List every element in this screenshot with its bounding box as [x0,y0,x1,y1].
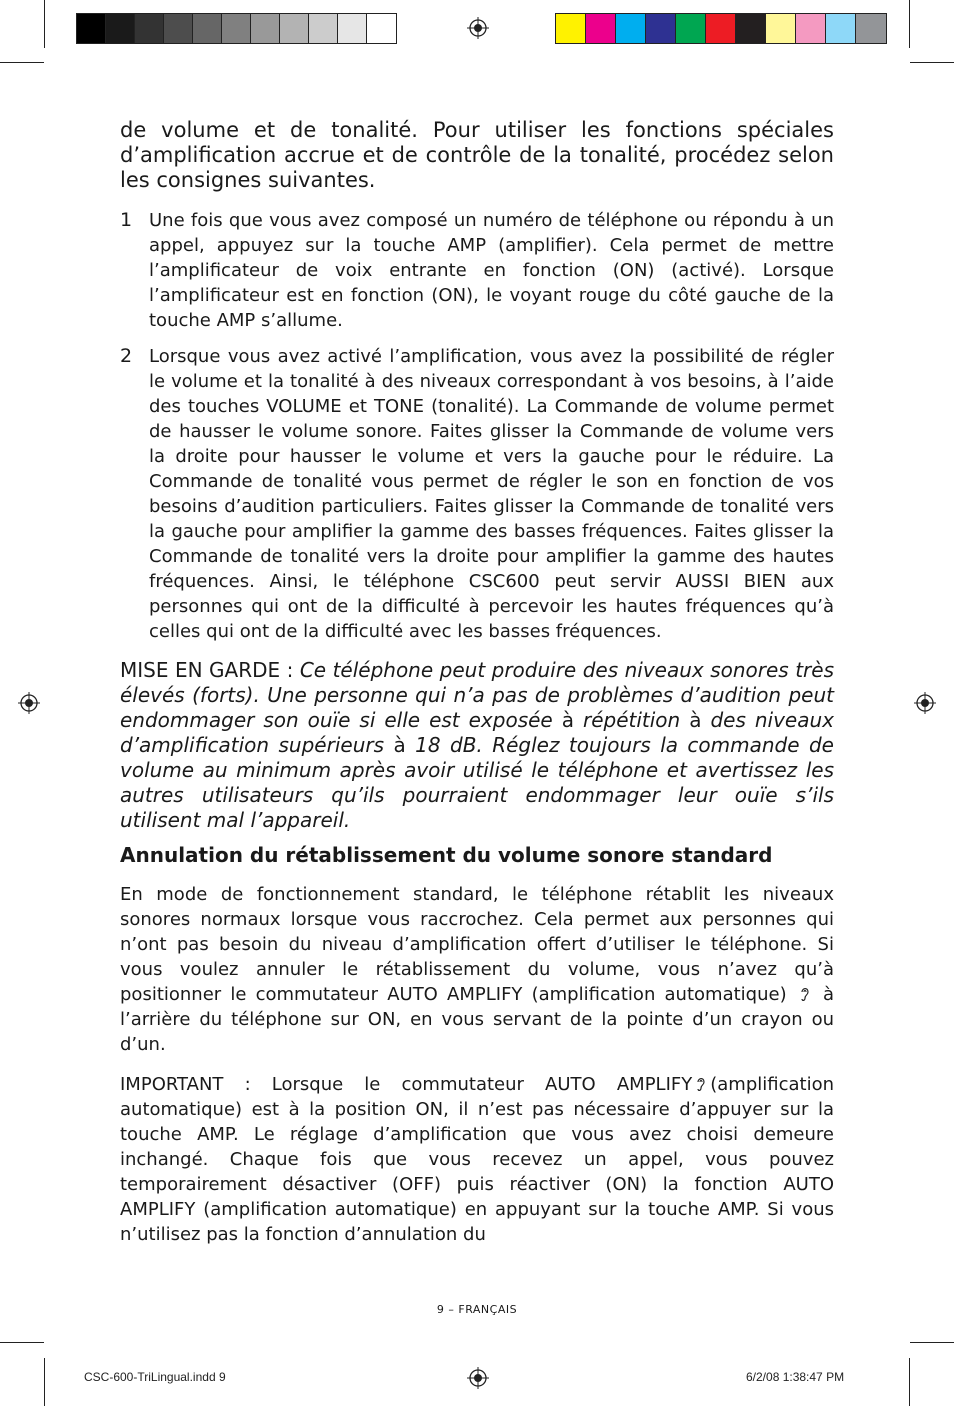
gray-swatch [164,14,193,43]
gray-swatch [338,14,367,43]
registration-mark-icon [467,1367,489,1389]
color-swatch [826,14,856,43]
paragraph-text: (amplification automatique) est à la position ON, il n’est pas nécessaire d’appuyer sur la touche AMP. Le réglage d’amplification que vous avez choisi demeure inchangé. Chaque fois que vous recevez un appel, vous pouvez temporairement désactiver (OFF) puis réactiver (ON) la fonction AUTO AMPLIFY (amplification automatique) en appuyant sur la touche AMP. Si vous n’utilisez pas la fonction d’annulation du [120,1074,834,1245]
caution-text: des niveaux d’amplification supérieurs [120,708,834,757]
gray-swatch [280,14,309,43]
crop-mark [44,0,45,48]
grayscale-color-bar [76,13,397,44]
registration-mark-icon [18,692,40,714]
gray-swatch [309,14,338,43]
gray-swatch [77,14,106,43]
color-swatch [736,14,766,43]
registration-mark-icon [467,17,489,39]
caution-text: à [689,708,702,732]
gray-swatch [106,14,135,43]
list-item [120,344,834,644]
crop-mark [910,1342,954,1343]
steps-list [120,208,834,644]
body-paragraph [120,1072,834,1247]
caution-text: Ce téléphone peut produire des niveaux sonores très élevés (forts). Une personne qui n’a pas de problèmes d’audition peut endommager son ouïe si elle est exposée [120,658,834,732]
gray-swatch [222,14,251,43]
color-swatch [706,14,736,43]
crop-mark [0,1342,44,1343]
gray-swatch [135,14,164,43]
gray-swatch [367,14,396,43]
section-heading: Annulation du rétablissement du volume sonore standard [120,843,773,867]
step-text: Lorsque vous avez activé l’amplification, vous avez la possibilité de régler le volume et la tonalité à des niveaux correspondant à vos besoins, à l’aide des touches VOLUME et TONE (tonalité). La Commande de volume permet de hausser le volume sonore. Faites glisser la Commande de volume vers la droite pour hausser le volume et vers la gauche pour le réduire. La Commande de tonalité vous permet de régler le son en fonction de vos besoins d’audition particuliers. Faites glisser la Commande de tonalité vers la gauche pour amplifier la gamme des basses fréquences. Faites glisser la Commande de tonalité vers la droite pour amplifier la gamme des hautes fréquences. Ainsi, le téléphone CSC600 peut servir AUSSI BIEN aux personnes qui ont de la difficulté à percevoir les hautes fréquences qu’à celles qui ont de la difficulté avec les basses fréquences. [149,346,834,642]
step-text: Une fois que vous avez composé un numéro de téléphone ou répondu à un appel, appuyez sur la touche AMP (amplifier). Cela permet de mettre l’amplificateur de voix entrante en fonction (ON) (activé). Lorsque l’amplificateur est en fonction (ON), le voyant rouge du côté gauche de la touche AMP s’allume. [149,210,834,331]
slug-filename: CSC-600-TriLingual.indd 9 [84,1370,226,1384]
color-swatch [616,14,646,43]
crop-mark [909,0,910,48]
caution-text: à [393,733,406,757]
color-swatch [796,14,826,43]
color-swatch [856,14,886,43]
step-number: 1 [120,209,133,231]
process-color-bar [555,13,887,44]
caution-text: 18 dB. Réglez toujours la commande de volume au minimum après avoir utilisé le téléphone et avertissez les autres utilisateurs qu’ils pourraient endommager leur ouïe s’ils utilisent mal l’appareil. [120,733,834,832]
caution-text: à [561,708,574,732]
gray-swatch [251,14,280,43]
body-paragraph [120,882,834,1057]
color-swatch [646,14,676,43]
caution-label: MISE EN GARDE : [120,658,300,682]
list-item [120,208,834,333]
crop-mark [0,62,44,63]
paragraph-text: IMPORTANT : Lorsque le commutateur AUTO AMPLIFY [120,1074,693,1095]
page-footer: 9 – FRANÇAIS [436,1303,518,1316]
caution-paragraph [120,658,834,833]
crop-mark [909,1358,910,1406]
paragraph-text: En mode de fonctionnement standard, le téléphone rétablit les niveaux sonores normaux lorsque vous raccrochez. Cela permet aux personnes qui n’ont pas besoin du niveau d’amplification offert d’utiliser le téléphone. Si vous voulez annuler le rétablissement du volume, vous n’avez qu’à positionner le commutateur AUTO AMPLIFY (amplification automatique) [120,884,834,1005]
registration-mark-icon [914,692,936,714]
color-swatch [676,14,706,43]
ear-icon [800,986,810,1002]
color-swatch [556,14,586,43]
crop-mark [910,62,954,63]
color-swatch [766,14,796,43]
ear-icon [696,1076,706,1092]
page-content [120,118,834,1247]
caution-text: répétition [573,708,690,732]
gray-swatch [193,14,222,43]
step-number: 2 [120,345,133,367]
paragraph-text: à l’arrière du téléphone sur ON, en vous servant de la pointe d’un crayon ou d’un. [120,984,834,1055]
color-swatch [586,14,616,43]
crop-mark [44,1358,45,1406]
slug-timestamp: 6/2/08 1:38:47 PM [746,1370,845,1384]
intro-paragraph: de volume et de tonalité. Pour utiliser les fonctions spéciales d’amplification accrue et de contrôle de la tonalité, procédez selon les consignes suivantes. [120,118,834,192]
